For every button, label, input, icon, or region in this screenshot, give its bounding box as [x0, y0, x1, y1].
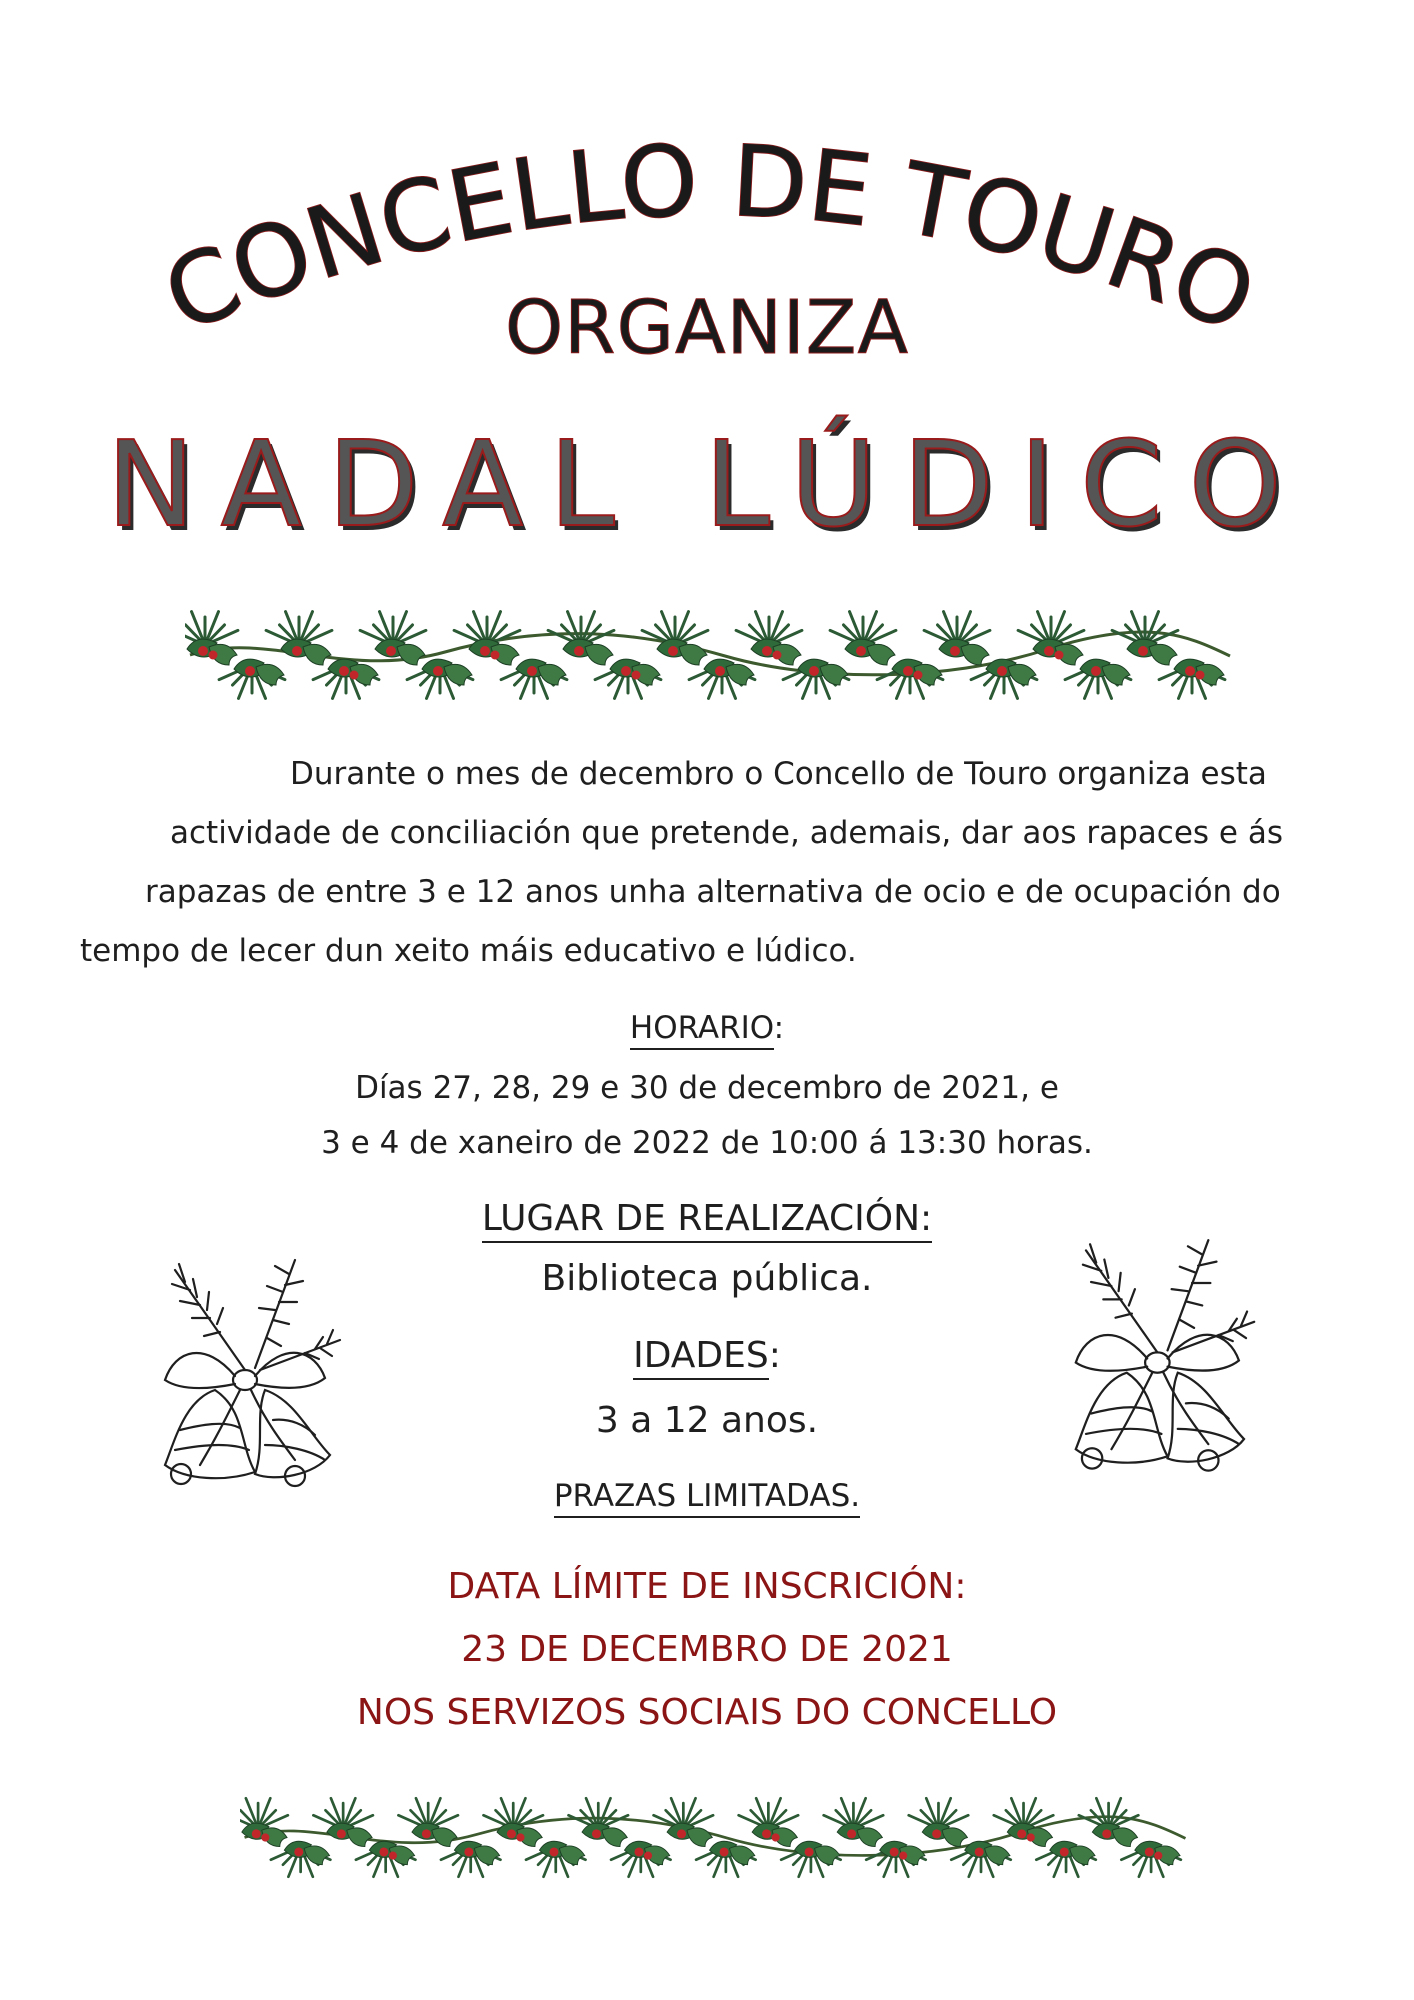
prazas-text: PRAZAS LIMITADAS. [554, 1478, 860, 1518]
intro-paragraph [80, 745, 1360, 981]
lugar-heading-text: LUGAR DE REALIZACIÓN: [482, 1198, 932, 1243]
deadline-line-1: DATA LÍMITE DE INSCRICIÓN: [447, 1566, 967, 1607]
intro-line: tempo de lecer dun xeito máis educativo e lúdico. [80, 933, 857, 969]
main-title: NADAL LÚDICO [106, 415, 1308, 553]
holly-garland-icon [185, 590, 1235, 720]
arc-title-text: CONCELLO DE TOURO [148, 124, 1271, 350]
idades-heading: IDADES: [0, 1335, 1414, 1376]
deadline-line-2: 23 DE DECEMBRO DE 2021 [461, 1629, 953, 1670]
idades-heading-text: IDADES [633, 1335, 769, 1380]
horario-line-2: 3 e 4 de xaneiro de 2022 de 10:00 á 13:30 horas. [321, 1125, 1093, 1161]
deadline-block [0, 1555, 1414, 1744]
idades-value: 3 a 12 anos. [595, 1400, 819, 1441]
christmas-bells-icon [1055, 1230, 1275, 1490]
horario-heading: HORARIO: [0, 1010, 1414, 1046]
christmas-bells-icon [145, 1250, 360, 1505]
intro-line: actividade de conciliación que pretende, ademais, dar aos rapaces e ás [170, 815, 1283, 851]
holly-garland-icon [240, 1775, 1190, 1900]
intro-line: Durante o mes de decembro o Concello de Touro organiza esta [290, 756, 1267, 792]
horario-line-1: Días 27, 28, 29 e 30 de decembro de 2021, e [355, 1070, 1059, 1106]
horario-heading-text: HORARIO [630, 1010, 774, 1050]
deadline-line-3: NOS SERVIZOS SOCIAIS DO CONCELLO [356, 1692, 1058, 1733]
lugar-value: Biblioteca pública. [541, 1258, 873, 1299]
organiza-heading: ORGANIZA [504, 285, 910, 371]
intro-line: rapazas de entre 3 e 12 anos unha alternativa de ocio e de ocupación do [145, 874, 1281, 910]
